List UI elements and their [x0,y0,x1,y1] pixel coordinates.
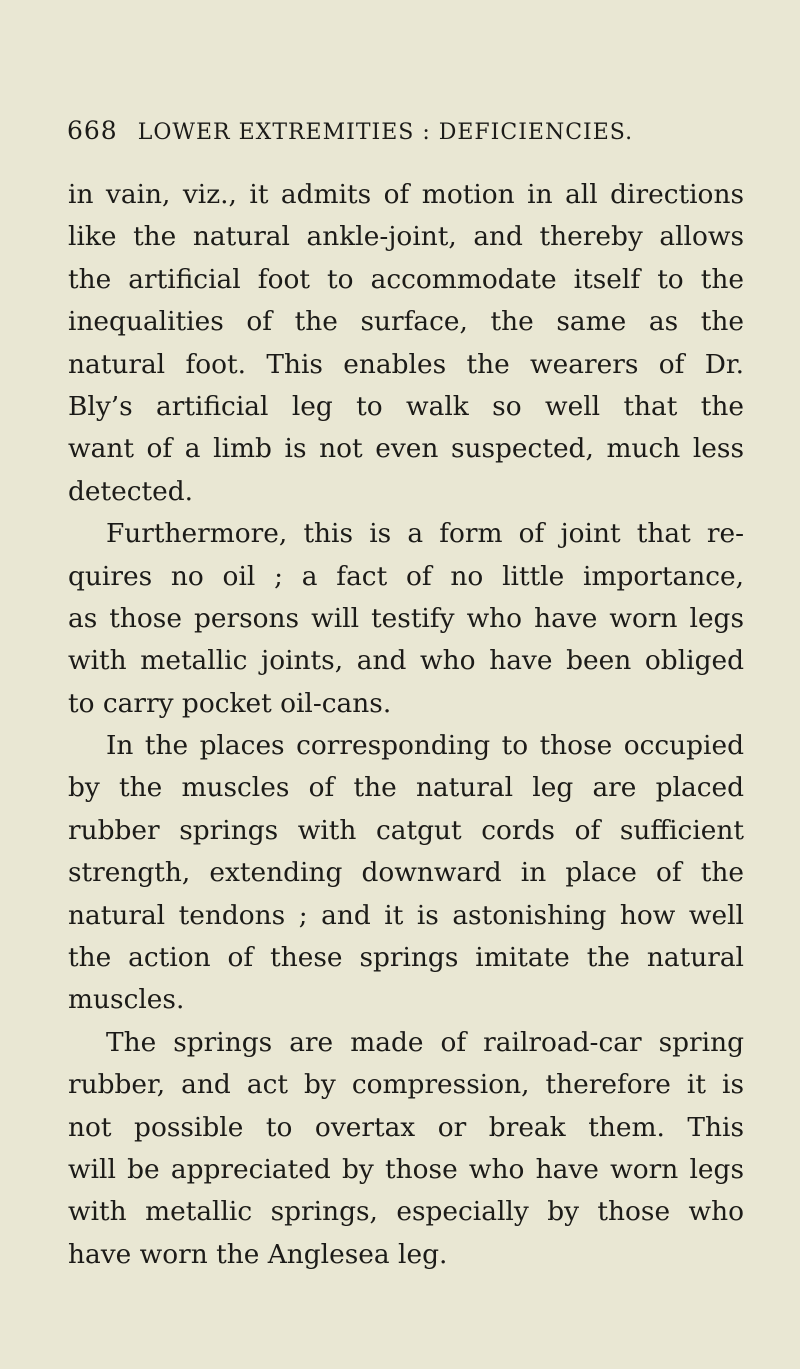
text-line: inequalities of the surface, the same as the [68,306,744,338]
text-line: natural foot. This enables the wearers of Dr. [68,348,744,380]
text-line: not possible to overtax or break them. This [68,1111,744,1143]
text-line: with metallic joints, and who have been obliged [68,645,744,677]
text-line: rubber springs with catgut cords of sufficient [68,814,744,846]
text-line: quires no oil ; a fact of no little importance, [68,560,744,592]
text-line: natural tendons ; and it is astonishing how well [68,899,744,931]
text-line: as those persons will testify who have worn legs [68,602,744,634]
running-head [67,116,747,150]
text-line: the action of these springs imitate the natural [68,942,744,974]
text-line: have worn the Anglesea leg. [68,1238,448,1270]
page-number: 668 [67,116,118,145]
text-line: muscles. [68,984,185,1016]
text-line: In the places corresponding to those occupied [106,730,744,762]
text-line: with metallic springs, especially by those who [68,1196,744,1228]
text-line: detected. [68,475,194,507]
text-line: want of a limb is not even suspected, much less [68,433,744,465]
text-line: the artificial foot to accommodate itself to the [68,263,744,295]
text-line: will be appreciated by those who have worn legs [68,1153,744,1185]
text-line: Furthermore, this is a form of joint that re- [106,518,744,550]
text-line: The springs are made of railroad-car spring [106,1026,744,1058]
text-line: like the natural ankle-joint, and thereby allows [68,221,744,253]
text-line: Bly’s artificial leg to walk so well that the [68,390,744,422]
body-text [68,174,744,1276]
running-head-title: LOWER EXTREMITIES : DEFICIENCIES. [137,120,634,145]
text-line: by the muscles of the natural leg are placed [68,772,744,804]
text-line: rubber, and act by compression, therefore it is [68,1069,744,1101]
text-line: in vain, viz., it admits of motion in all directions [68,179,744,210]
text-line: to carry pocket oil-cans. [68,687,392,719]
text-line: strength, extending downward in place of the [68,857,744,889]
